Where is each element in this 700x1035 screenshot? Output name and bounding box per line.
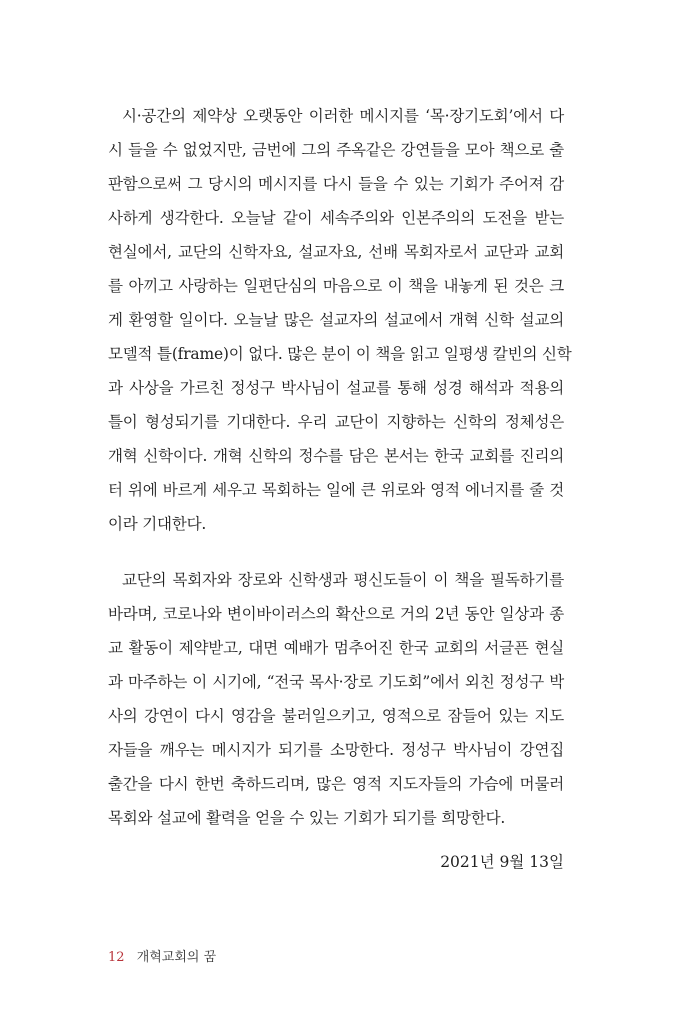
text-line: 교단의 목회자와 장로와 신학생과 평신도들이 이 책을 필독하기를 [122,571,564,589]
text-line: 사의 강연이 다시 영감을 불러일으키고, 영적으로 잠들어 있는 지도 [108,707,564,725]
text-line: 시 들을 수 없었지만, 금번에 그의 주옥같은 강연들을 모아 책으로 출 [108,141,564,159]
page-footer [108,949,216,967]
text-line: 바라며, 코로나와 변이바이러스의 확산으로 거의 2년 동안 일상과 종 [108,605,564,623]
text-line: 터 위에 바르게 세우고 목회하는 일에 큰 위로와 영적 에너지를 줄 것 [108,481,564,499]
text-line: 현실에서, 교단의 신학자요, 설교자요, 선배 목회자로서 교단과 교회 [108,243,564,261]
text-line: 시·공간의 제약상 오랫동안 이러한 메시지를 ‘목·장기도회’에서 다 [122,107,564,125]
text-line: 과 사상을 가르친 정성구 박사님이 설교를 통해 성경 해석과 적용의 [108,379,564,397]
text-line: 과 마주하는 이 시기에, “전국 목사·장로 기도회”에서 외친 정성구 박 [108,673,564,691]
text-line: 이라 기대한다. [108,515,207,533]
text-line: 를 아끼고 사랑하는 일편단심의 마음으로 이 책을 내놓게 된 것은 크 [108,277,564,295]
text-line: 목회와 설교에 활력을 얻을 수 있는 기회가 되기를 희망한다. [108,809,506,827]
page-number: 12 [108,950,125,965]
text-line: 사하게 생각한다. 오늘날 같이 세속주의와 인본주의의 도전을 받는 [108,209,564,227]
signature-date: 2021년 9월 13일 [440,853,564,871]
text-line: 판함으로써 그 당시의 메시지를 다시 들을 수 있는 기회가 주어져 감 [108,175,564,193]
text-line: 교 활동이 제약받고, 대면 예배가 멈추어진 한국 교회의 서글픈 현실 [108,639,564,657]
text-line: 게 환영할 일이다. 오늘날 많은 설교자의 설교에서 개혁 신학 설교의 [108,311,564,329]
text-line: 자들을 깨우는 메시지가 되기를 소망한다. 정성구 박사님이 강연집 [108,741,564,759]
text-line: 모델적 틀(frame)이 없다. 많은 분이 이 책을 읽고 일평생 칼빈의 신학 [108,345,572,363]
text-line: 출간을 다시 한번 축하드리며, 많은 영적 지도자들의 가슴에 머물러 [108,775,564,793]
text-line: 개혁 신학이다. 개혁 신학의 정수를 담은 본서는 한국 교회를 진리의 [108,447,564,465]
running-title: 개혁교회의 꿈 [136,950,217,965]
text-line: 틀이 형성되기를 기대한다. 우리 교단이 지향하는 신학의 정체성은 [108,413,564,431]
